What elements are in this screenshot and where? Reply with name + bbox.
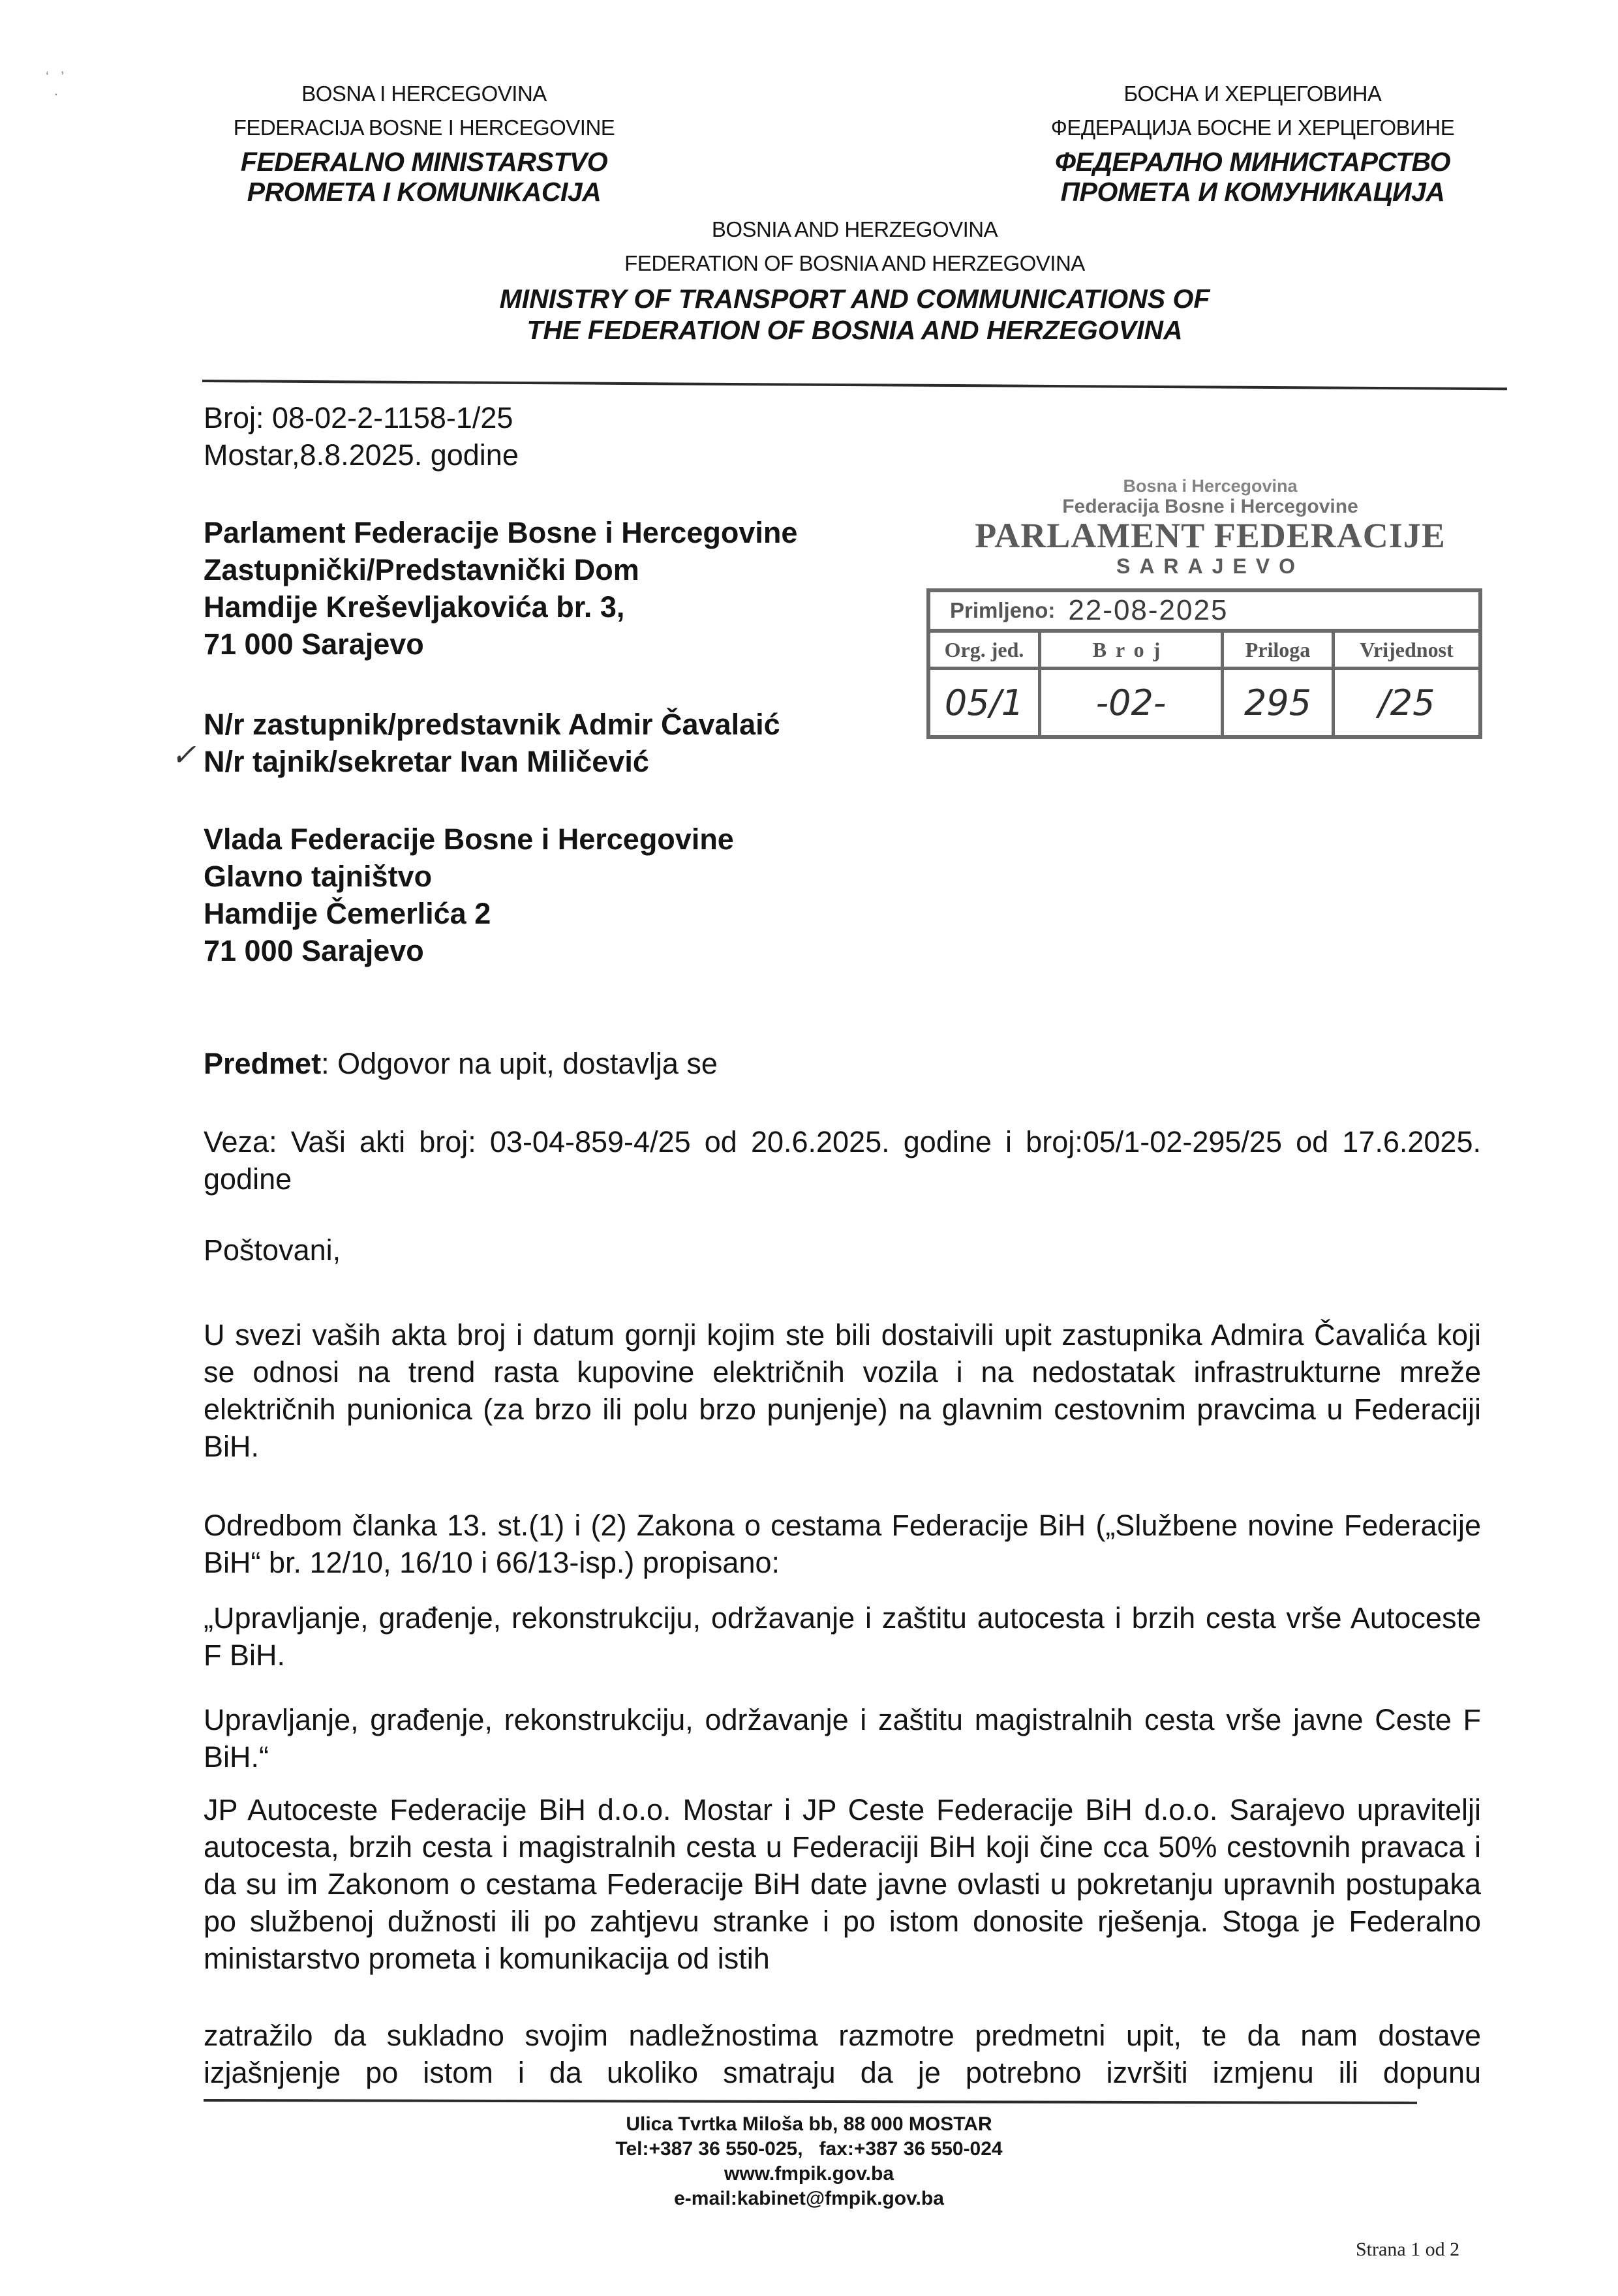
recipient-parliament-line: Hamdije Kreševljakovića br. 3, xyxy=(204,590,625,624)
recipient-government xyxy=(204,821,734,969)
recipient-parliament-line: 71 000 Sarajevo xyxy=(204,627,424,661)
stamp-country: Bosna i Hercegovina xyxy=(1123,476,1298,496)
body-paragraph-1: U svezi vaših akta broj i datum gornji kojim ste bili dostaivili upit zastupnika Admira Čavalića koji se odnosi na trend rasta kupovine električnih vozila i na nedostatak infrastrukturne mreže električnih punionica (za brzo ili polu brzo punjenje) na glavnim cestovnim pravcima u Federaciji BiH. xyxy=(204,1318,1481,1463)
letterhead-left-country: BOSNA I HERCEGOVINA xyxy=(301,82,547,106)
reference-place-date: Mostar,8.8.2025. godine xyxy=(204,438,519,472)
recipient-government-line: Vlada Federacije Bosne i Hercegovine xyxy=(204,823,734,856)
stamp-received-date: 22-08-2025 xyxy=(1068,594,1229,626)
scan-artifact: ‘ ’ · xyxy=(46,68,65,102)
letterhead-right-ministry-2: ПРОМЕТА И КОМУНИКАЦИЈА xyxy=(1060,177,1445,207)
reference-block xyxy=(204,399,519,474)
stamp-value-org-unit: 05/1 xyxy=(930,670,1041,735)
received-stamp xyxy=(926,476,1494,739)
body-paragraph-2: Odredbom članka 13. st.(1) i (2) Zakona o cestama Federacije BiH („Službene novine Federacije BiH“ br. 12/10, 16/10 i 66/13-isp.) propisano: xyxy=(204,1509,1481,1579)
stamp-received-row xyxy=(930,592,1478,633)
footer-address: Ulica Tvrtka Miloša bb, 88 000 MOSTAR xyxy=(626,2113,992,2135)
letterhead-center-ministry-1: MINISTRY OF TRANSPORT AND COMMUNICATIONS OF xyxy=(499,284,1210,314)
stamp-table xyxy=(926,588,1482,739)
recipient-government-line: Hamdije Čemerlića 2 xyxy=(204,897,491,930)
recipient-government-line: Glavno tajništvo xyxy=(204,860,433,893)
footer-divider xyxy=(204,2099,1417,2104)
handwritten-checkmark-icon: ✓ xyxy=(171,738,196,772)
subject-label: Predmet xyxy=(204,1047,322,1080)
attention-secretary: N/r tajnik/sekretar Ivan Miličević xyxy=(204,745,649,778)
recipient-parliament-line: Zastupnički/Predstavnički Dom xyxy=(204,553,639,586)
subject-line xyxy=(204,1045,718,1082)
letterhead-center-ministry-2: THE FEDERATION OF BOSNIA AND HERZEGOVINA xyxy=(527,315,1183,345)
stamp-city: SARAJEVO xyxy=(1116,554,1305,578)
stamp-header-value: Vrijednost xyxy=(1335,633,1478,670)
letterhead-right-ministry-1: ФЕДЕРАЛНО МИНИСТАРСТВО xyxy=(1054,147,1451,177)
stamp-received-label: Primljeno: xyxy=(950,598,1056,622)
stamp-value-number: -02- xyxy=(1041,670,1224,735)
recipient-attention xyxy=(204,706,780,780)
letterhead-left-federation: FEDERACIJA BOSNE I HERCEGOVINE xyxy=(233,115,615,140)
letterhead-center xyxy=(450,213,1259,346)
letterhead-left-ministry-2: PROMETA I KOMUNIKACIJA xyxy=(247,177,602,207)
stamp-grid xyxy=(930,633,1478,735)
stamp-header-attachments: Priloga xyxy=(1224,633,1335,670)
body-quote-2: Upravljanje, građenje, rekonstrukciju, održavanje i zaštitu magistralnih cesta vrše javne Ceste F BiH.“ xyxy=(204,1703,1481,1774)
letterhead-center-federation: FEDERATION OF BOSNIA AND HERZEGOVINA xyxy=(624,251,1085,275)
letterhead-right xyxy=(1024,77,1481,209)
reference-number: Broj: 08-02-2-1158-1/25 xyxy=(204,401,513,434)
header-divider xyxy=(202,380,1507,390)
stamp-value-value: /25 xyxy=(1378,682,1435,723)
letterhead-center-country: BOSNIA AND HERZEGOVINA xyxy=(711,217,998,241)
stamp-parliament: PARLAMENT FEDERACIJE xyxy=(975,516,1446,555)
attention-representative: N/r zastupnik/predstavnik Admir Čavalaić xyxy=(204,708,780,741)
letterhead-left-ministry-1: FEDERALNO MINISTARSTVO xyxy=(240,147,608,177)
stamp-value-attachments: 295 xyxy=(1224,670,1335,735)
reference-veza: Veza: Vaši akti broj: 03-04-859-4/25 od 20.6.2025. godine i broj:05/1-02-295/25 od 17.6.2025. godine xyxy=(204,1125,1481,1196)
salutation: Poštovani, xyxy=(204,1233,341,1267)
footer-phone-fax: Tel:+387 36 550-025, fax:+387 36 550-024 xyxy=(615,2138,1003,2160)
letterhead-left xyxy=(215,77,633,209)
subject-text: : Odgovor na upit, dostavlja se xyxy=(321,1047,718,1080)
recipient-parliament-line: Parlament Federacije Bosne i Hercegovine xyxy=(204,516,798,549)
footer-contact xyxy=(483,2112,1135,2211)
recipient-parliament xyxy=(204,514,797,663)
footer-email-link[interactable]: e-mail:kabinet@fmpik.gov.ba xyxy=(674,2188,944,2209)
footer-website-link[interactable]: www.fmpik.gov.ba xyxy=(724,2163,894,2184)
page-number: Strana 1 od 2 xyxy=(1356,2239,1460,2260)
stamp-header-number: Broj xyxy=(1041,633,1224,670)
body-paragraph-3: JP Autoceste Federacije BiH d.o.o. Mostar i JP Ceste Federacije BiH d.o.o. Sarajevo upravitelji autocesta, brzih cesta i magistralnih cesta u Federaciji BiH koji čine cca 50% cestovnih pravaca i da su im Zakonom o cestama Federacije BiH date javne ovlasti u pokretanju upravnih postupaka po službenoj dužnosti ili po zahtjevu stranke i po istom donosite rješenja. Stoga je Federalno ministarstvo prometa i komunikacija od istih xyxy=(204,1793,1481,1975)
body-paragraph-4: zatražilo da sukladno svojim nadležnostima razmotre predmetni upit, te da nam dostave izjašnjenje po istom i da ukoliko smatraju da je potrebno izvršiti izmjenu ili dopunu xyxy=(204,2019,1481,2089)
body-quote-1: „Upravljanje, građenje, rekonstrukciju, održavanje i zaštitu autocesta i brzih cesta vrše Autoceste F BiH. xyxy=(204,1601,1481,1672)
stamp-federation: Federacija Bosne i Hercegovine xyxy=(1062,496,1358,517)
letterhead-right-federation: ФЕДЕРАЦИЈА БОСНЕ И ХЕРЦЕГОВИНЕ xyxy=(1050,115,1455,140)
recipient-government-line: 71 000 Sarajevo xyxy=(204,934,424,967)
stamp-header-org-unit: Org. jed. xyxy=(930,633,1041,670)
letterhead-right-country: БОСНА И ХЕРЦЕГОВИНА xyxy=(1123,82,1382,106)
